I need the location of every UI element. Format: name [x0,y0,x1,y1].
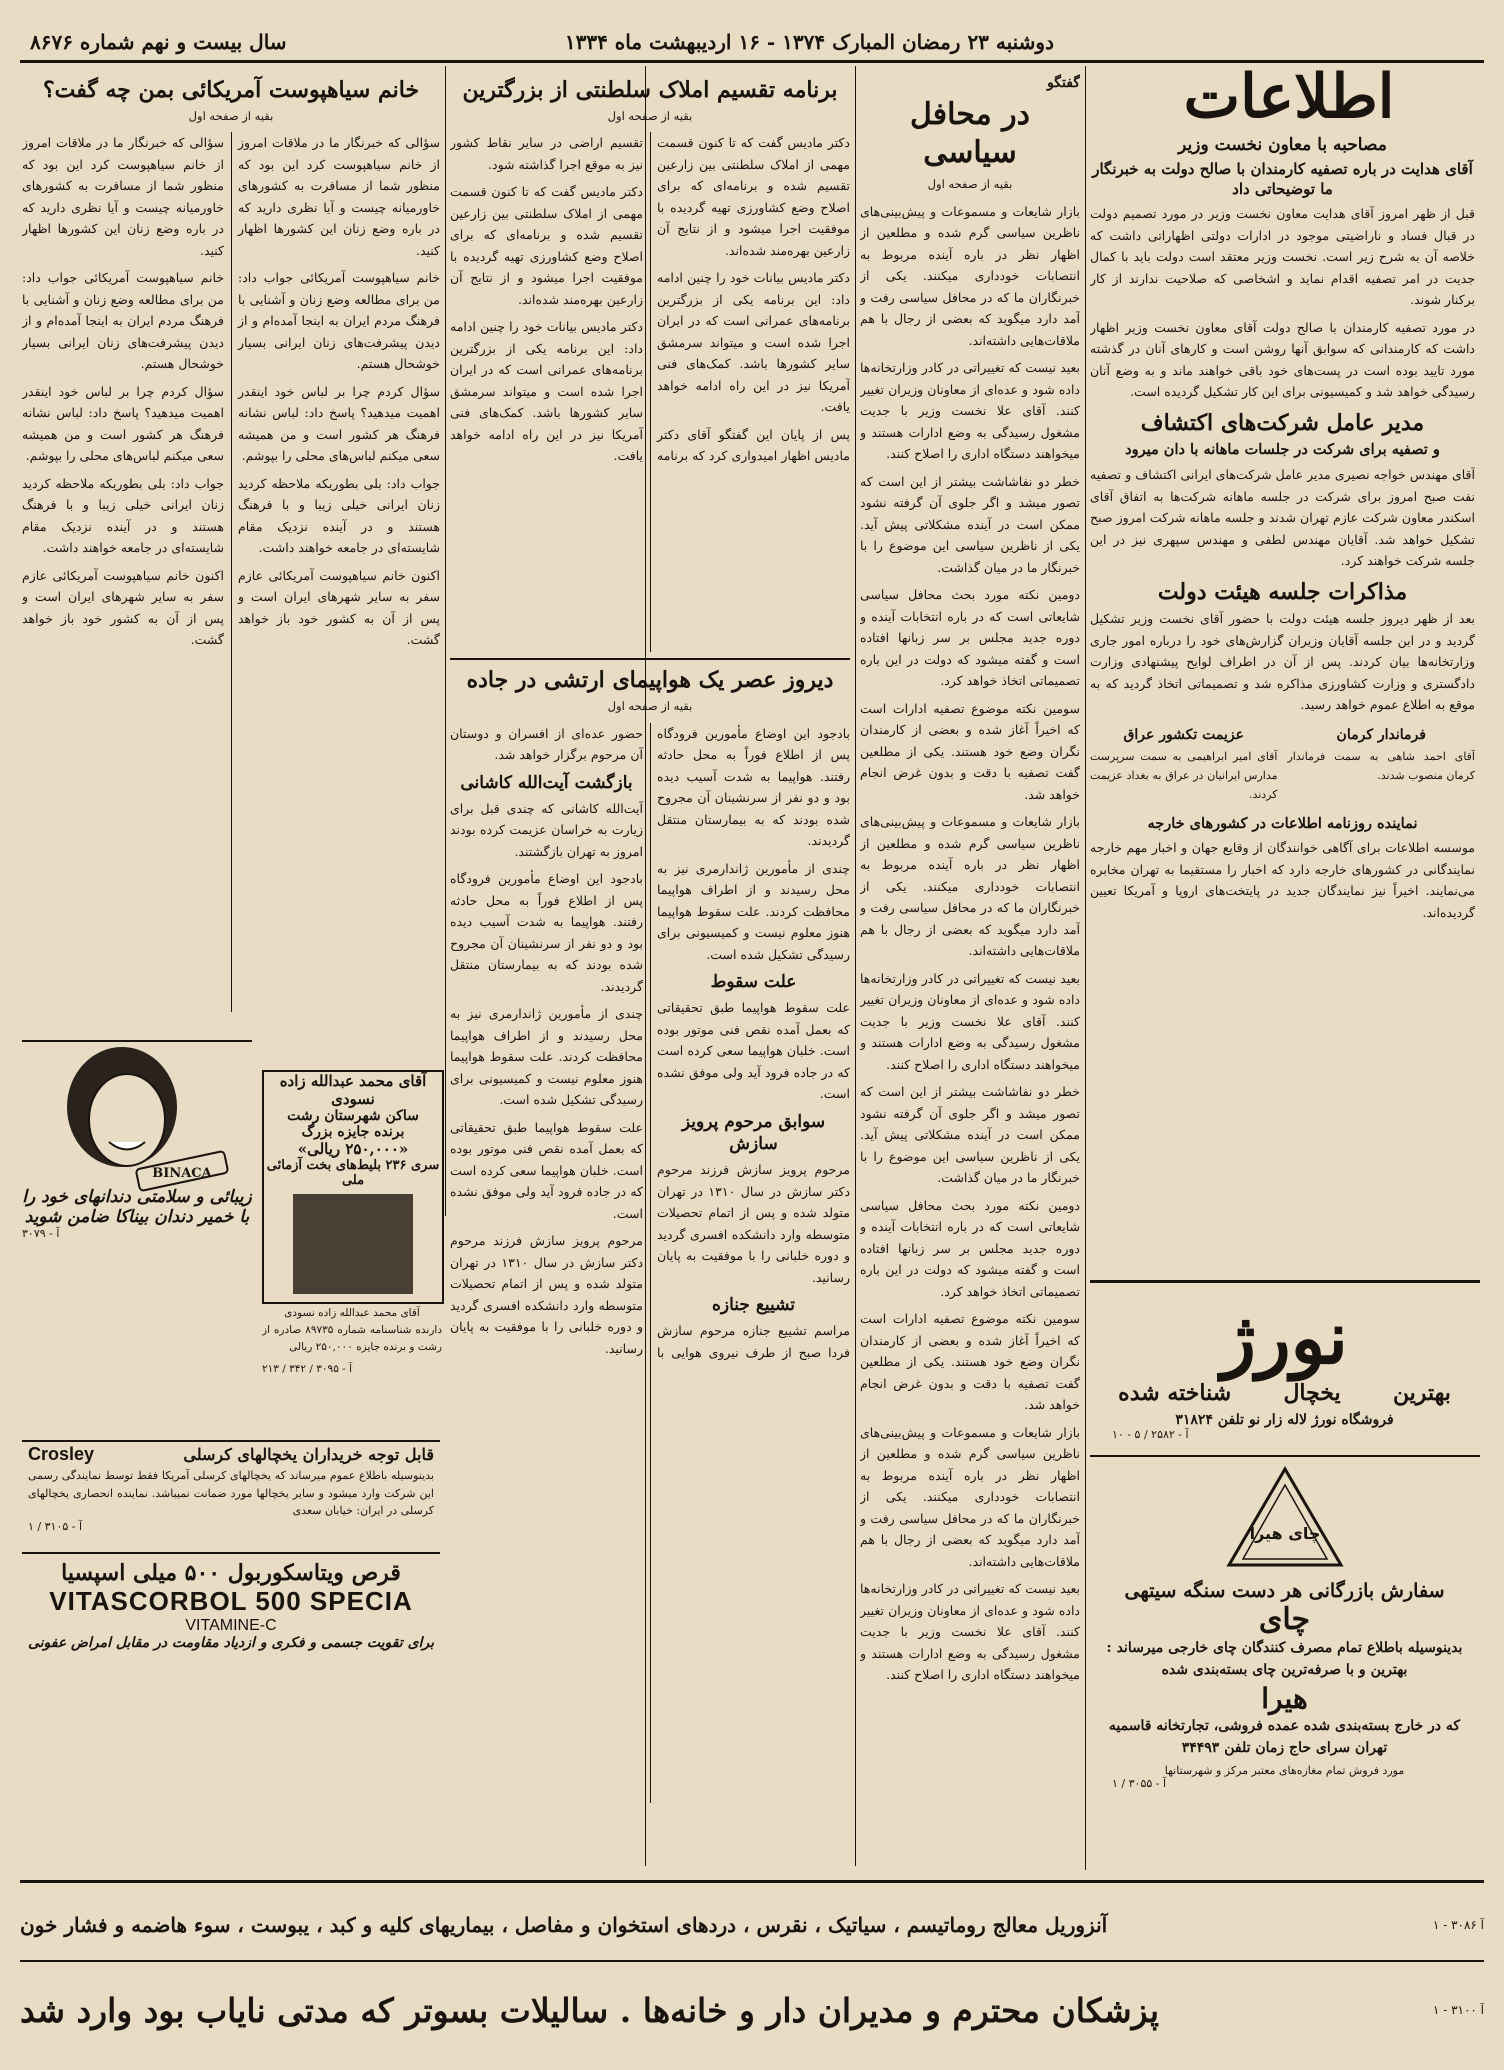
land-body: پس از پایان این گفتگو آقای دکتر مادیس اظهار امیدواری کرد که برنامه تقسیم اراضی در سایر نقاط کشور نیز به موقع اجرا گذاشته شود. [450,135,850,464]
plane-title: دیروز عصر یک هواپیمای ارتشی در جاده [466,667,834,694]
governor-brief [1288,722,1476,811]
crosley-body: بدینوسیله باطلاع عموم میرساند که یخچالهای کرسلی آمریکا فقط توسط نمایندگی رسمی این شرکت وارد میشود و سایر یخچالها مورد ضمانت نمیباشد. نماینده انحصاری یخچالهای کرسلی در ایران: خیابان سعدی [28,1469,434,1518]
norge-dealer-name: فروشگاه نورژ لاله زار نو [1248,1412,1394,1428]
left-continued: بقیه از صفحه اول [188,108,274,123]
binaca-slogan: با خمیر دندان بیناکا ضامن شوید [24,1207,250,1227]
cabinet-title: مذاکرات جلسه هیئت دولت [1157,578,1408,605]
date-line: دوشنبه ۲۳ رمضان المبارک ۱۳۷۴ - ۱۶ اردیبهشت ماه ۱۳۳۴ [564,30,1054,54]
conv-body: بعید نیست که تغییراتی در کادر وزارتخانه‌ها داده شود و عده‌ای از معاونان وزیران تغییر کنند. آقای علا نخست وزیر با جدیت مشغول رسیدگی به وضع ادارات هستند و میخواهند دستگاه اداری را اصلاح کنند. [860,970,1080,1072]
binaca-code: آ - ۳۰۷۹ [22,1227,60,1240]
plane-body: چندی از مأمورین ژاندارمری نیز به محل رسیدند و از اطراف هواپیما محافظت کردند. علت سقوط هواپیما هنوز معلوم نیست و کمیسیونی برای رسیدگی تشکیل شده است. [450,1006,643,1108]
winner-detail: دارنده شناسنامه شماره ۸۹۷۳۵ صادره از رشت و برنده جایزه ۲۵۰,۰۰۰ ریالی [262,1323,442,1353]
land-body-block [450,132,850,652]
binaca-brand: BINACA [152,1166,212,1181]
masthead-logo: اطلاعات [1183,62,1395,132]
left-body: جواب داد: بلی بطوریکه ملاحظه کردید زنان ایرانی خیلی زیبا و با فرهنگ هستند و در آینده نزدیک مقام شایسته‌ای در جامعه خواهند داشت. [238,475,440,556]
vitascorbol-sub: VITAMINE-C [185,1617,277,1634]
tea-logo-icon [1225,1465,1345,1570]
conv-continued: بقیه از صفحه اول [927,177,1013,192]
left-body: اکنون خانم سیاهپوست آمریکائی عازم سفر به سایر شهرهای ایران است و پس از آن به کشور خود باز خواهد گشت. [238,567,440,648]
vitascorbol-slogan: برای تقویت جسمی و فکری و ازدیاد مقاومت در مقابل امراض عفونی [27,1635,435,1651]
anzorial-ad [20,1900,1484,1950]
iraq-title: عزیمت تکشور عراق [1123,726,1244,743]
interview-body: در مورد تصفیه کارمندان با صالح دولت آقای معاون نخست وزیر اظهار داشت که کارمندانی که سوابق آنها روشن است و کارهای آنان در گذشته مورد تایید بوده است در پست‌های خود باقی خواهند ماند و به وضع آنان رسیدگی خواهد شد و کمیسیونی برای این کار تشکیل گردیده است. [1090,319,1475,400]
crosley-title: قابل توجه خریداران یخچالهای کرسلی [183,1445,434,1464]
tea-headline: چای [1258,1602,1311,1637]
salicylate-code: آ ۳۱۰۰ - ۱ [1432,2003,1484,2017]
winner-box [262,1070,444,1304]
conv-body: خطر دو نفاشاشت بیشتر از این است که تصور میشد و اگر جلوی آن گرفته نشود ممکن است در آینده مشکلاتی پیش آید. یکی از ناظرین سیاسی این موضوع را با خبرنگار ما در میان گذاشت. [860,1084,1080,1186]
interview-deck: آقای هدایت در باره تصفیه کارمندان با صالح دولت به خبرنگار ما توضیحاتی داد [1092,160,1473,198]
iraq-body: آقای امیر ابراهیمی به سمت سرپرست مدارس ایرانیان در عراق به بغداد عزیمت کردند. [1090,749,1278,801]
rep-title: نماینده روزنامه اطلاعات در کشورهای خارجه [1147,814,1418,832]
left-body: سؤالی که خبرنگار ما در ملاقات امروز از خانم سیاهپوست کرد این بود که منظور شما از مسافرت به کشورهای خاورمیانه چیست و آیا نظری دارید که در باره وضع زنان این کشورها اظهار کنید. [22,135,224,258]
cause-body: علت سقوط هواپیما طبق تحقیقاتی که بعمل آمده نقص فنی موتور بوده است. خلبان هواپیما سعی کرده است که در جاده فرود آید ولی موفق نشده است. [657,1000,850,1102]
winner-title: آقای محمد عبدالله زاده نسودی [279,1072,427,1108]
interview-body: قبل از ظهر امروز آقای هدایت معاون نخست وزیر در مورد تصمیم دولت در قبال فساد و ناراضیتی موجود در ادارات دولتی اظهاراتی داشت که خلاصه آن به شرح زیر است. نخست وزیر معتقد است دولت باید با کمال جدیت در امر تصفیه اقدام نماید و اشخاصی که صلاحیت ندارند از کار برکنار شوند. [1090,206,1475,308]
conv-body: خطر دو نفاشاشت بیشتر از این است که تصور میشد و اگر جلوی آن گرفته نشود ممکن است در آینده مشکلاتی پیش آید. یکی از ناظرین سیاسی این موضوع را با خبرنگار ما در میان گذاشت. [860,473,1080,575]
cabinet-body: بعد از ظهر دیروز جلسه هیئت دولت با حضور آقای نخست وزیر تشکیل گردید و در این جلسه آقایان وزیران گزارش‌های خود را درباره امور جاری وزارتخانه‌ها بیان کردند. پس از آن در اطراف لوایح پیشنهادی وزارت دادگستری و وزارت کشاورزی مذاکره شد و تصمیماتی اتخاذ گردید که به موقع به اطلاع عموم خواهد رسید. [1090,611,1475,713]
conv-body: سومین نکته موضوع تصفیه ادارات است که اخیراً آغاز شده و بعضی از کارمندان نگران وضع خود هستند. یکی از مطلعین گفت تصفیه با دقت و بدون غرض انجام خواهد شد. [860,700,1080,802]
bottom-rule [20,1880,1484,1883]
rep-body: موسسه اطلاعات برای آگاهی خوانندگان از وقایع جهان و اخبار مهم خارجه نمایندگانی در کشورهای خارجه دارد که اخبار را مستقیما به تهران مخابره می‌نمایند. اخیراً نیز نمایندگان جدید در پایتخت‌های اروپا و آمریکا تعیین گردیده‌اند. [1090,840,1475,920]
land-body: دکتر مادیس بیانات خود را چنین ادامه داد: این برنامه یکی از بزرگترین برنامه‌های عمرانی است که در ایران اجرا شده است و میتواند سرمشق سایر کشورها باشد. کمک‌های فنی آمریکا نیز در این راه ادامه خواهد یافت. [450,319,643,464]
conv-body: بازار شایعات و مسموعات و پیش‌بینی‌های ناظرین سیاسی گرم شده و مطلعین از اظهار نظر در باره آینده مربوط به انتصابات خودداری میکنند. یکی از خبرنگاران ما که در محافل سیاسی رفت و آمد دارد میگوید که بعضی از رجال با هم ملاقات‌هایی داشته‌اند. [860,203,1080,348]
land-body: دکتر مادیس گفت که تا کنون قسمت مهمی از املاک سلطنتی بین زارعین تقسیم شده و برنامه‌ای که برای اصلاح وضع کشاورزی تهیه گردیده با موفقیت اجرا میشود و از نتایج آن زارعین بهره‌مند شده‌اند. [450,184,643,307]
cause-title: علت سقوط [710,972,797,993]
norge-code: آ - ۲۵۸۲ / ۵ - ۱۰ [1112,1428,1189,1441]
conv-body: بازار شایعات و مسموعات و پیش‌بینی‌های ناظرین سیاسی گرم شده و مطلعین از اظهار نظر در باره آینده مربوط به انتصابات خودداری میکنند. یکی از خبرنگاران ما که در محافل سیاسی رفت و آمد دارد میگوید که بعضی از رجال با هم ملاقات‌هایی داشته‌اند. [860,1424,1080,1569]
salicylate-ad [20,1975,1484,2045]
section-rule [450,658,850,660]
conv-body: سومین نکته موضوع تصفیه ادارات است که اخیراً آغاز شده و بعضی از کارمندان نگران وضع خود هستند. یکی از مطلعین گفت تصفیه با دقت و بدون غرض انجام خواهد شد. [860,1311,1080,1413]
company-deck: و تصفیه برای شرکت در جلسات ماهانه با دان میرود [1125,441,1440,459]
governor-body: آقای احمد شاهی به سمت فرماندار کرمان منصوب شدند. [1287,749,1475,782]
norge-dealer [1092,1412,1477,1428]
tea-brand: هیرا [1261,1681,1308,1715]
vitascorbol-headline: قرص ویتاسکوربول ۵۰۰ میلی اسپسیا [61,1560,401,1586]
column-rule [1085,66,1086,1421]
conv-body: بعید نیست که تغییراتی در کادر وزارتخانه‌ها داده شود و عده‌ای از معاونان وزیران تغییر کنند. آقای علا نخست وزیر با جدیت مشغول رسیدگی به وضع ادارات هستند و میخواهند دستگاه اداری را اصلاح کنند. [860,360,1080,462]
right-column [1090,130,1475,1280]
winner-code: آ - ۳۰۹۵ / ۳۴۲ / ۲۱۳ [262,1363,352,1376]
left-body: سؤال کردم چرا بر لباس خود اینقدر اهمیت میدهید؟ پاسخ داد: لباس نشانه فرهنگ هر کشور است و من همیشه سعی میکنم لباس‌های محلی را بپوشم. [238,383,440,464]
tea-ad [1092,1465,1477,1870]
tea-note: مورد فروش تمام مغازه‌های معتبر مرکز و شهرستانها [1164,1763,1405,1777]
interview-title: مصاحبه با معاون نخست وزیر [1178,135,1387,155]
winner-caption-block [262,1305,442,1425]
anzorial-code: آ ۳۰۸۶ - ۱ [1432,1918,1484,1932]
land-column [450,70,850,1870]
pilot-body: مرحوم پرویز سازش فرزند مرحوم دکتر سازش در سال ۱۳۱۰ در تهران متولد شده و پس از اتمام تحصیلات متوسطه وارد دانشکده افسری گردید و دوره خلبانی را با موفقیت به پایان رسانید. [450,1233,644,1356]
header [20,30,1484,56]
column-rule [1085,1280,1086,1870]
conv-kicker: گفتگو [1047,75,1080,91]
left-body-block [22,132,440,1012]
vitascorbol-brand: VITASCORBOL 500 SPECIA [49,1586,413,1616]
conv-body: دومین نکته مورد بحث محافل سیاسی شایعاتی است که در باره انتخابات آینده و دوره جدید مجلس بر سر زبانها افتاده است و گفته میشود که دولت در این باره تصمیماتی اتخاذ خواهد کرد. [860,587,1080,689]
pilot-title: سوابق مرحوم پرویز سازش [681,1111,826,1154]
tea-footer: که در خارج بسته‌بندی شده عمده فروشی، تجارتخانه قاسمیه تهران سرای حاج زمان تلفن ۳۴۴۹۳ [1108,1717,1461,1757]
left-body: سؤال کردم چرا بر لباس خود اینقدر اهمیت میدهید؟ پاسخ داد: لباس نشانه فرهنگ هر کشور است و من همیشه سعی میکنم لباس‌های محلی را بپوشم. [22,383,224,464]
plane-body-block [450,723,850,1803]
pilot-body: مرحوم پرویز سازش فرزند مرحوم دکتر سازش در سال ۱۳۱۰ در تهران متولد شده و پس از اتمام تحصیلات متوسطه وارد دانشکده افسری گردید و دوره خلبانی را با موفقیت به پایان رسانید. [657,1162,850,1285]
land-title: برنامه تقسیم املاک سلطنتی از بزرگترین [462,77,838,103]
salicylate-text: پزشکان محترم و مدیران دار و خانه‌ها . سالیلات بسوتر که مدتی نایاب بود وارد شد [20,1990,1160,2030]
iraq-brief [1090,722,1278,811]
binaca-ad [22,1040,252,1322]
left-body: سؤالی که خبرنگار ما در ملاقات امروز از خانم سیاهپوست کرد این بود که منظور شما از مسافرت به کشورهای خاورمیانه چیست و آیا نظری دارید که در باره وضع زنان این کشورها اظهار کنید. [238,135,440,258]
norge-tagline [1092,1380,1477,1406]
winner-caption: آقای محمد عبدالله زاده نسودی [284,1307,420,1319]
norge-tag: یخچال [1283,1380,1341,1406]
column-rule [855,66,856,1866]
vitascorbol-ad [22,1560,440,1690]
crosley-header [22,1442,440,1467]
winner-line: ساکن شهرستان رشت [287,1108,419,1124]
return-title: بازگشت آیت‌الله کاشانی [460,772,633,793]
norge-phone: تلفن ۳۱۸۲۴ [1175,1412,1245,1428]
left-body: خانم سیاهپوست آمریکائی جواب داد: من برای مطالعه وضع زنان و آشنایی با فرهنگ مردم ایران به اینجا آمده‌ام و از دیدن پیشرفت‌های زنان ایرانی بسیار خوشحال هستم. [238,270,440,372]
tea-code: آ - ۳۰۵۵ / ۱ [1112,1776,1167,1790]
anzorial-text: آنزوریل معالج روماتیسم ، سیاتیک ، نقرس ، دردهای استخوان و مفاصل ، بیماریهای کلیه و کبد ، یبوست ، سوء هاضمه و فشار خون [20,1913,1108,1937]
conv-body: دومین نکته مورد بحث محافل سیاسی شایعاتی است که در باره انتخابات آینده و دوره جدید مجلس بر سر زبانها افتاده است و گفته میشود که دولت در این باره تصمیماتی اتخاذ خواهد کرد. [860,1197,1080,1299]
company-title: مدیر عامل شرکت‌های اکتشاف [1140,409,1425,436]
bottom-rule [20,1960,1484,1962]
left-body: اکنون خانم سیاهپوست آمریکائی عازم سفر به سایر شهرهای ایران است و پس از آن به کشور خود باز خواهد گشت. [22,567,224,648]
conv-body: بعید نیست که تغییراتی در کادر وزارتخانه‌ها داده شود و عده‌ای از معاونان وزیران تغییر کنند. آقای علا نخست وزیر با جدیت مشغول رسیدگی به وضع ادارات هستند و میخواهند دستگاه اداری را اصلاح کنند. [860,1581,1080,1683]
ad-rule [1090,1280,1480,1283]
brief-row [1090,722,1475,811]
left-body: جواب داد: بلی بطوریکه ملاحظه کردید زنان ایرانی خیلی زیبا و با فرهنگ هستند و در آینده نزدیک مقام شایسته‌ای در جامعه خواهند داشت. [22,475,224,556]
plane-continued: بقیه از صفحه اول [607,698,693,713]
company-body: آقای مهندس خواجه نصیری مدیر عامل شرکت‌های ایرانی اکتشاف و تصفیه نفت صبح امروز برای شرکت در جلسه ماهانه شرکت‌ها به اتفاق آقای اسکندر معاون شرکت عازم تهران شدند و جلسه ماهانه شرکت امروز صبح تشکیل خواهد شد. آقایان مهندس لطفی و مهندس سپهری نیز در این جلسه شرکت خواهند کرد. [1090,467,1475,569]
crosley-brand: Crosley [28,1444,95,1464]
winner-photo [293,1194,413,1294]
crosley-ad [22,1440,440,1554]
land-body: دکتر مادیس گفت که تا کنون قسمت مهمی از املاک سلطنتی بین زارعین تقسیم شده و برنامه‌ای که برای اصلاح وضع کشاورزی تهیه گردیده با موفقیت اجرا میشود و از نتایج آن زارعین بهره‌مند شده‌اند. [657,135,850,258]
norge-tag: شناخته شده [1118,1380,1232,1406]
return-body: آیت‌الله کاشانی که چندی قبل برای زیارت به خراسان عزیمت کرده بودند امروز به تهران بازگشتند. [450,800,643,859]
conv-body: بازار شایعات و مسموعات و پیش‌بینی‌های ناظرین سیاسی گرم شده و مطلعین از اظهار نظر در باره آینده مربوط به انتصابات خودداری میکنند. یکی از خبرنگاران ما که در محافل سیاسی رفت و آمد دارد میگوید که بعضی از رجال با هم ملاقات‌هایی داشته‌اند. [860,814,1080,959]
plane-body: بادجود این اوضاع مأمورین فرودگاه پس از اطلاع فوراً به محل حادثه رفتند. هواپیما به شدت آسیب دیده بود و دو نفر از سرنشینان آن مجروح شده بودند که به بیمارستان منتقل گردیدند. [657,725,850,849]
left-title: خانم سیاهپوست آمریکائی بمن چه گفت؟ [42,77,420,103]
conv-title: در محافل سیاسی [910,97,1030,170]
ad-rule [1090,1455,1480,1457]
funeral-title: تشییع جنازه [711,1295,796,1315]
left-column [22,70,440,1020]
norge-ad [1092,1295,1477,1445]
issue-line: سال بیست و نهم شماره ۸۶۷۶ [30,30,287,54]
binaca-slogan: زیبائی و سلامتی دندانهای خود را [22,1187,252,1207]
plane-body: بادجود این اوضاع مأمورین فرودگاه پس از اطلاع فوراً به محل حادثه رفتند. هواپیما به شدت آسیب دیده بود و دو نفر از سرنشینان آن مجروح شده بودند که به بیمارستان منتقل گردیدند. [450,871,643,994]
tea-logo-text: چای هیرا [1249,1524,1320,1543]
land-body: دکتر مادیس بیانات خود را چنین ادامه داد: این برنامه یکی از بزرگترین برنامه‌های عمرانی است که در ایران اجرا شده است و میتواند سرمشق سایر کشورها باشد. کمک‌های فنی آمریکا نیز در این راه ادامه خواهد یافت. [657,270,850,415]
norge-brand: نورژ [1221,1295,1348,1380]
tea-title: سفارش بازرگانی هر دست سنگه سیتهی [1124,1580,1445,1602]
winner-line: «۲۵۰,۰۰۰ ریالی» [297,1140,409,1158]
column-rule [445,66,446,1216]
funeral-body: مراسم تشییع جنازه مرحوم سازش فردا صبح از طرف نیروی هوایی با حضور عده‌ای از افسران و دوستان آن مرحوم برگزار خواهد شد. [450,725,850,1360]
land-continued: بقیه از صفحه اول [607,108,693,123]
tea-body: بدینوسیله باطلاع تمام مصرف کنندگان چای خارجی میرساند : بهترین و با صرفه‌ترین چای بسته‌بندی شده [1106,1640,1463,1679]
winner-line: برنده جایزه بزرگ [301,1124,405,1140]
crosley-code: آ - ۳۱۰۵ / ۱ [28,1519,83,1533]
politics-column [860,70,1080,1870]
winner-line: سری ۲۳۶ بلیط‌های بخت آزمائی ملی [266,1158,440,1188]
plane-body: چندی از مأمورین ژاندارمری نیز به محل رسیدند و از اطراف هواپیما محافظت کردند. علت سقوط هواپیما هنوز معلوم نیست و کمیسیونی برای رسیدگی تشکیل شده است. [657,860,850,962]
cause-body: علت سقوط هواپیما طبق تحقیقاتی که بعمل آمده نقص فنی موتور بوده است. خلبان هواپیما سعی کرده است که در جاده فرود آید ولی موفق نشده است. [450,1119,643,1221]
governor-title: فرماندار کرمان [1336,726,1426,743]
left-body: خانم سیاهپوست آمریکائی جواب داد: من برای مطالعه وضع زنان و آشنایی با فرهنگ مردم ایران به اینجا آمده‌ام و از دیدن پیشرفت‌های زنان ایرانی بسیار خوشحال هستم. [22,270,224,372]
norge-tag: بهترین [1392,1380,1451,1406]
